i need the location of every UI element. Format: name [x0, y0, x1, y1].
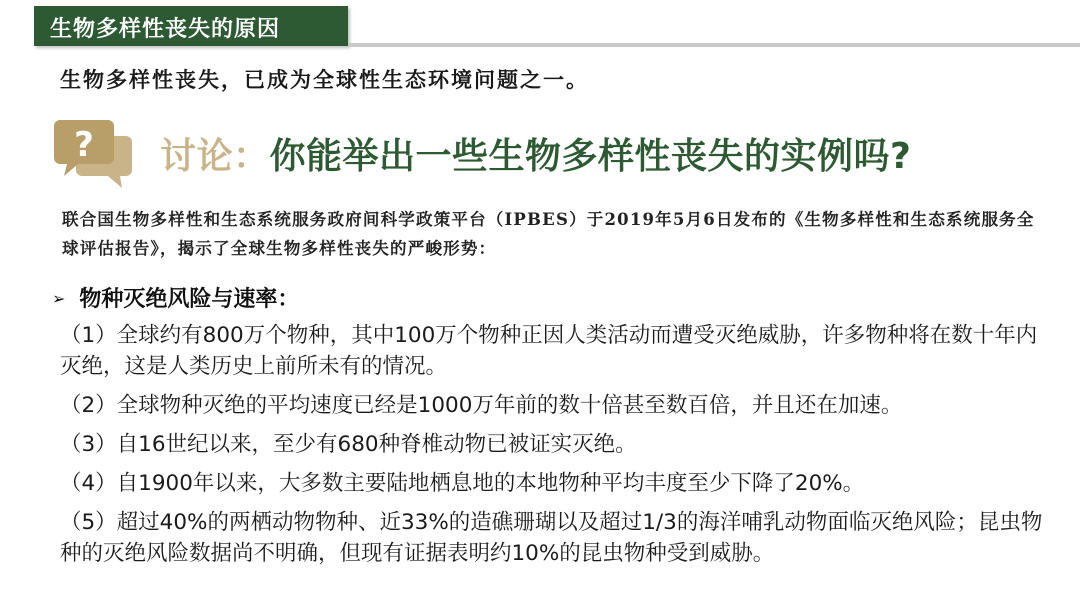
list-item: （5）超过40%的两栖动物物种、近33%的造礁珊瑚以及超过1/3的海洋哺乳动物面临灭绝风险；昆虫物种的灭绝风险数据尚不明确，但现有证据表明约10%的昆虫物种受到威胁。	[60, 510, 1043, 566]
section-heading-text: 物种灭绝风险与速率：	[79, 287, 300, 312]
points-list	[48, 320, 1048, 577]
list-item: （3）自16世纪以来，至少有680种脊椎动物已被证实灭绝。	[60, 432, 637, 457]
title-divider	[348, 43, 1080, 47]
page-title: 生物多样性丧失的原因	[50, 17, 281, 42]
question-speech-bubbles-icon	[54, 118, 134, 190]
list-item: （2）全球物种灭绝的平均速度已经是1000万年前的数十倍甚至数百倍，并且还在加速。	[60, 393, 903, 418]
section-heading	[52, 282, 299, 313]
discussion-prompt	[160, 128, 911, 179]
discussion-question: 你能举出一些生物多样性丧失的实例吗?	[269, 136, 912, 177]
title-bar	[34, 6, 348, 46]
discussion-label: 讨论：	[160, 136, 270, 177]
list-item: （4）自1900年以来，大多数主要陆地栖息地的本地物种平均丰度至少下降了20%。	[60, 471, 865, 496]
intro-text: 生物多样性丧失，已成为全球性生态环境问题之一。	[60, 67, 589, 92]
arrow-bullet-icon: ➢	[52, 289, 66, 308]
svg-text:?: ?	[74, 125, 94, 165]
list-item: （1）全球约有800万个物种，其中100万个物种正因人类活动而遭受灭绝威胁，许多物种将在数十年内灭绝，这是人类历史上前所未有的情况。	[60, 323, 1038, 379]
source-text: 联合国生物多样性和生态系统服务政府间科学政策平台（IPBES）于2019年5月6日发布的《生物多样性和生态系统服务全球评估报告》，揭示了全球生物多样性丧失的严峻形势：	[62, 210, 1035, 258]
